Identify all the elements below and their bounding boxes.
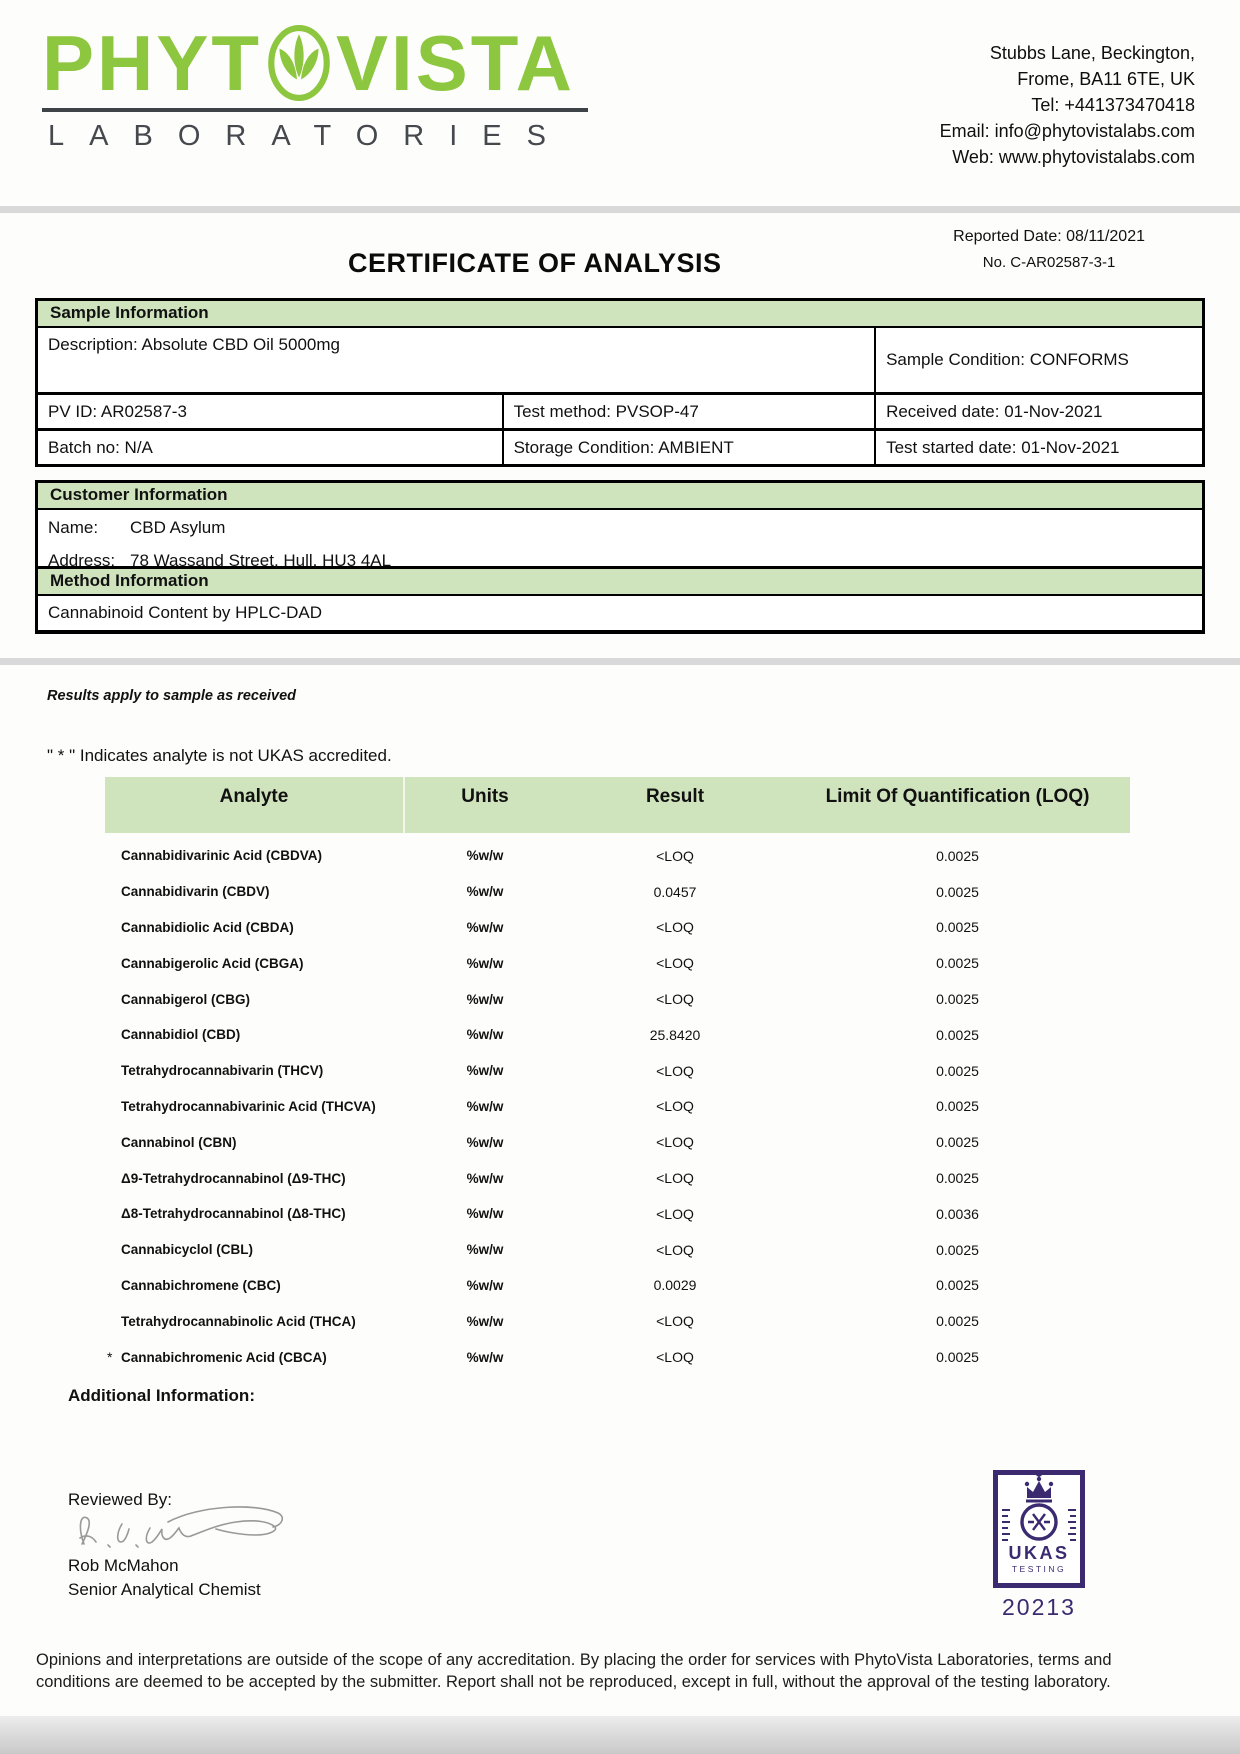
description-cell: Description: Absolute CBD Oil 5000mg	[38, 328, 876, 392]
method-information-header: Method Information	[35, 566, 1205, 596]
table-row	[105, 981, 1130, 1017]
loq-value: 0.0025	[936, 1170, 979, 1187]
column-header-loq: Limit Of Quantification (LOQ)	[825, 786, 1090, 807]
contact-block	[940, 40, 1195, 170]
loq-value: 0.0025	[936, 991, 979, 1008]
column-header-analyte: Analyte	[105, 777, 405, 833]
result-value: 25.8420	[649, 1026, 701, 1043]
analyte-label: Tetrahydrocannabinolic Acid (THCA)	[121, 1313, 356, 1329]
table-row	[105, 945, 1130, 981]
ukas-badge-icon	[993, 1470, 1085, 1588]
units-value: %w/w	[466, 955, 504, 971]
storage-condition-cell: Storage Condition: AMBIENT	[504, 431, 876, 464]
loq-value: 0.0025	[936, 955, 979, 972]
table-row	[105, 910, 1130, 946]
result-value: <LOQ	[656, 1241, 694, 1258]
units-value: %w/w	[466, 1134, 504, 1150]
units-value: %w/w	[466, 1170, 504, 1186]
table-row	[105, 1124, 1130, 1160]
reviewed-by-label: Reviewed By:	[68, 1490, 172, 1509]
logo-text-right: VISTA	[336, 19, 575, 107]
units-value: %w/w	[466, 1349, 504, 1365]
result-value: <LOQ	[656, 1170, 694, 1187]
result-value: <LOQ	[656, 847, 694, 864]
customer-address-value: 78 Wassand Street, Hull, HU3 4AL	[130, 551, 392, 570]
units-value: %w/w	[466, 991, 504, 1007]
units-value: %w/w	[466, 884, 504, 900]
table-row	[105, 1160, 1130, 1196]
analyte-label: Cannabidiolic Acid (CBDA)	[121, 919, 294, 935]
reviewer-title: Senior Analytical Chemist	[68, 1580, 261, 1599]
units-value: %w/w	[466, 1313, 504, 1329]
units-value: %w/w	[466, 1206, 504, 1222]
logo-subtitle: LABORATORIES	[48, 120, 571, 152]
loq-value: 0.0025	[936, 1241, 979, 1258]
analyte-name	[105, 1027, 405, 1042]
table-row	[105, 1089, 1130, 1125]
results-table-header	[105, 777, 1130, 833]
analyte-name	[105, 884, 405, 899]
loq-value: 0.0025	[936, 1062, 979, 1079]
analyte-name	[105, 992, 405, 1007]
analyte-name	[105, 1171, 405, 1186]
result-value: <LOQ	[656, 1313, 694, 1330]
analyte-name	[105, 848, 405, 863]
analyte-label: Cannabidivarin (CBDV)	[121, 884, 270, 900]
test-method-cell: Test method: PVSOP-47	[504, 395, 876, 428]
customer-name-row	[48, 518, 1192, 538]
customer-name-value: CBD Asylum	[130, 518, 226, 537]
contact-line-address2: Frome, BA11 6TE, UK	[1017, 69, 1195, 89]
page-bottom-band	[0, 1716, 1240, 1754]
analyte-label: Tetrahydrocannabivarin (THCV)	[121, 1063, 324, 1079]
test-started-cell: Test started date: 01-Nov-2021	[886, 438, 1120, 457]
batch-no-cell: Batch no: N/A	[38, 431, 504, 464]
table-row	[105, 838, 1130, 874]
table-row	[105, 1017, 1130, 1053]
result-value: <LOQ	[656, 1205, 694, 1222]
analyte-label: Δ9-Tetrahydrocannabinol (Δ9-THC)	[121, 1170, 346, 1186]
contact-line-web: Web: www.phytovistalabs.com	[952, 147, 1195, 167]
analyte-name	[105, 1063, 405, 1078]
sample-description-row	[35, 328, 1205, 395]
reviewer-name: Rob McMahon	[68, 1556, 179, 1575]
analyte-label: Cannabinol (CBN)	[121, 1134, 237, 1150]
analyte-label: Cannabigerolic Acid (CBGA)	[121, 955, 304, 971]
loq-value: 0.0025	[936, 919, 979, 936]
table-row	[105, 1268, 1130, 1304]
customer-details-cell	[35, 510, 1205, 570]
result-value: <LOQ	[656, 1062, 694, 1079]
table-row	[105, 1303, 1130, 1339]
result-value: <LOQ	[656, 1098, 694, 1115]
loq-value: 0.0025	[936, 1134, 979, 1151]
divider-bar-top	[0, 206, 1240, 213]
analyte-name	[105, 1135, 405, 1150]
contact-line-email: Email: info@phytovistalabs.com	[939, 121, 1195, 141]
analyte-name	[105, 1099, 405, 1114]
analyte-name	[105, 1242, 405, 1257]
ukas-name: UKAS	[1008, 1543, 1070, 1563]
analyte-name	[105, 1278, 405, 1293]
sample-ids-row	[35, 395, 1205, 431]
units-value: %w/w	[466, 1242, 504, 1258]
result-value: <LOQ	[656, 1134, 694, 1151]
not-accredited-asterisk: *	[107, 1349, 113, 1366]
units-value: %w/w	[466, 1027, 504, 1043]
analyte-label: Cannabidiol (CBD)	[121, 1027, 241, 1043]
result-value: <LOQ	[656, 919, 694, 936]
loq-value: 0.0025	[936, 1277, 979, 1294]
loq-value: 0.0025	[936, 1313, 979, 1330]
table-row	[105, 1232, 1130, 1268]
result-value: <LOQ	[656, 955, 694, 972]
received-date-cell: Received date: 01-Nov-2021	[886, 402, 1103, 421]
signature-image	[70, 1498, 310, 1556]
units-value: %w/w	[466, 919, 504, 935]
report-info	[953, 224, 1145, 276]
section-gap	[35, 467, 1205, 480]
phytovista-logo	[42, 19, 588, 153]
analyte-name	[105, 920, 405, 935]
analyte-label: Cannabichromene (CBC)	[121, 1277, 281, 1293]
results-table-body	[105, 833, 1130, 1375]
result-value: <LOQ	[656, 991, 694, 1008]
analyte-label: Cannabigerol (CBG)	[121, 991, 251, 1007]
logo-wordmark	[42, 19, 588, 107]
sample-batch-row	[35, 431, 1205, 467]
results-table	[105, 777, 1130, 1375]
units-value: %w/w	[466, 1098, 504, 1114]
accreditation-note: " * " Indicates analyte is not UKAS accredited.	[47, 746, 392, 765]
units-value: %w/w	[466, 1277, 504, 1293]
information-tables	[35, 298, 1205, 634]
table-row	[105, 1053, 1130, 1089]
customer-name-label: Name:	[48, 518, 99, 537]
reported-date: Reported Date: 08/11/2021	[953, 228, 1145, 245]
customer-address-label: Address:	[48, 551, 116, 570]
additional-information-label: Additional Information:	[68, 1386, 255, 1405]
results-note: Results apply to sample as received	[47, 688, 297, 704]
customer-information-header: Customer Information	[35, 480, 1205, 510]
leaf-icon	[267, 24, 331, 102]
table-row	[105, 1339, 1130, 1375]
loq-value: 0.0025	[936, 847, 979, 864]
analyte-label: Cannabichromenic Acid (CBCA)	[121, 1349, 327, 1365]
analyte-label: Tetrahydrocannabivarinic Acid (THCVA)	[121, 1098, 376, 1114]
ukas-accreditation-badge	[993, 1470, 1085, 1621]
analyte-name	[105, 1350, 405, 1365]
analyte-label: Cannabicyclol (CBL)	[121, 1242, 254, 1258]
sample-information-header: Sample Information	[35, 298, 1205, 328]
table-row	[105, 874, 1130, 910]
column-header-result: Result	[645, 786, 705, 807]
loq-value: 0.0025	[936, 1349, 979, 1366]
analyte-label: Δ8-Tetrahydrocannabinol (Δ8-THC)	[121, 1206, 346, 1222]
disclaimer-text: Opinions and interpretations are outside of the scope of any accreditation. By placing the order for services with PhytoVista Laboratories, terms and conditions are deemed to be accepted by the submitter. Report shall not be reproduced, except in full, without the approval of the testing laboratory.	[36, 1651, 1112, 1691]
ukas-number: 20213	[1002, 1594, 1076, 1620]
ukas-testing-label: TESTING	[1011, 1564, 1067, 1574]
logo-underline	[42, 108, 588, 112]
sample-condition-cell: Sample Condition: CONFORMS	[886, 350, 1129, 369]
result-value: 0.0029	[653, 1277, 697, 1294]
column-header-units: Units	[461, 786, 509, 807]
loq-value: 0.0025	[936, 883, 979, 900]
result-value: <LOQ	[656, 1349, 694, 1366]
analyte-label: Cannabidivarinic Acid (CBDVA)	[121, 848, 323, 864]
analyte-name	[105, 1314, 405, 1329]
analyte-name	[105, 956, 405, 971]
result-value: 0.0457	[653, 883, 697, 900]
units-value: %w/w	[466, 848, 504, 864]
loq-value: 0.0025	[936, 1026, 979, 1043]
contact-line-address1: Stubbs Lane, Beckington,	[989, 43, 1195, 63]
analyte-name	[105, 1206, 405, 1221]
logo-text-left: PHYT	[42, 19, 263, 107]
loq-value: 0.0025	[936, 1098, 979, 1115]
pv-id-cell: PV ID: AR02587-3	[38, 395, 504, 428]
units-value: %w/w	[466, 1063, 504, 1079]
table-row	[105, 1196, 1130, 1232]
contact-line-tel: Tel: +441373470418	[1031, 95, 1195, 115]
loq-value: 0.0036	[936, 1205, 979, 1222]
report-number: No. C-AR02587-3-1	[982, 254, 1116, 271]
method-cell: Cannabinoid Content by HPLC-DAD	[35, 596, 1205, 634]
divider-bar-middle	[0, 658, 1240, 665]
certificate-title: CERTIFICATE OF ANALYSIS	[348, 248, 722, 278]
